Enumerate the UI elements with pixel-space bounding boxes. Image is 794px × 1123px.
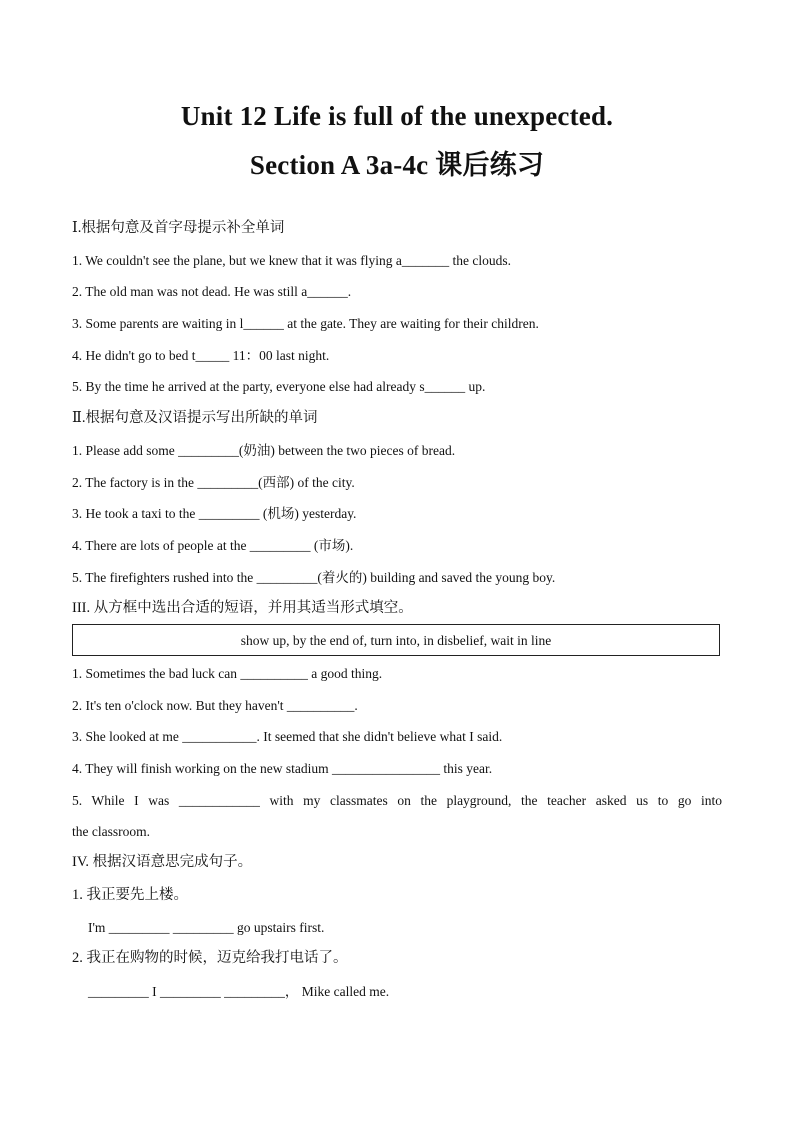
section-3-item: 3. She looked at me ___________. It seemed that she didn't believe what I said. bbox=[72, 729, 503, 744]
section-1-item: 4. He didn't go to bed t_____ 11：00 last night. bbox=[72, 348, 330, 363]
section-4-heading: IV. 根据汉语意思完成句子。 bbox=[72, 854, 253, 870]
section-2-item: 2. The factory is in the _________(西部) of the city. bbox=[72, 475, 355, 490]
section-1-item: 3. Some parents are waiting in l______ at the gate. They are waiting for their children. bbox=[72, 316, 539, 331]
section-1-item: 5. By the time he arrived at the party, everyone else had already s______ up. bbox=[72, 379, 486, 394]
section-3-item: 1. Sometimes the bad luck can __________ a good thing. bbox=[72, 666, 383, 681]
section-3-item-continuation: the classroom. bbox=[72, 824, 150, 839]
section-2-item: 1. Please add some _________(奶油) between the two pieces of bread. bbox=[72, 443, 456, 458]
section-1-item: 2. The old man was not dead. He was still a______. bbox=[72, 284, 352, 299]
section-3-item: 5. While I was ____________ with my classmates on the playground, the teacher asked us to go into bbox=[72, 793, 722, 808]
section-3-item: 2. It's ten o'clock now. But they haven't __________. bbox=[72, 698, 358, 713]
title-line-2: Section A 3a-4c 课后练习 bbox=[249, 150, 545, 180]
section-2-heading: Ⅱ.根据句意及汉语提示写出所缺的单词 bbox=[72, 410, 318, 426]
phrase-box: show up, by the end of, turn into, in disbelief, wait in line bbox=[72, 624, 720, 656]
section-4-question-1-chinese: 1. 我正要先上楼。 bbox=[72, 887, 188, 903]
section-4-question-2-chinese: 2. 我正在购物的时候，迈克给我打电话了。 bbox=[72, 950, 348, 966]
section-2-item: 4. There are lots of people at the _________ (市场). bbox=[72, 538, 354, 553]
section-1-item: 1. We couldn't see the plane, but we knew that it was flying a_______ the clouds. bbox=[72, 253, 512, 268]
section-3-item: 4. They will finish working on the new stadium ________________ this year. bbox=[72, 761, 493, 776]
section-4-question-1-english: I'm _________ _________ go upstairs first. bbox=[88, 920, 325, 935]
section-4-question-2-english: _________ I _________ _________， Mike called me. bbox=[88, 984, 390, 999]
section-1-heading: Ⅰ.根据句意及首字母提示补全单词 bbox=[72, 220, 285, 236]
section-2-item: 5. The firefighters rushed into the _________(着火的) building and saved the young boy. bbox=[72, 570, 556, 585]
title-line-1: Unit 12 Life is full of the unexpected. bbox=[180, 101, 614, 131]
section-3-heading: III. 从方框中选出合适的短语，并用其适当形式填空。 bbox=[72, 600, 413, 616]
section-2-item: 3. He took a taxi to the _________ (机场) yesterday. bbox=[72, 506, 357, 521]
